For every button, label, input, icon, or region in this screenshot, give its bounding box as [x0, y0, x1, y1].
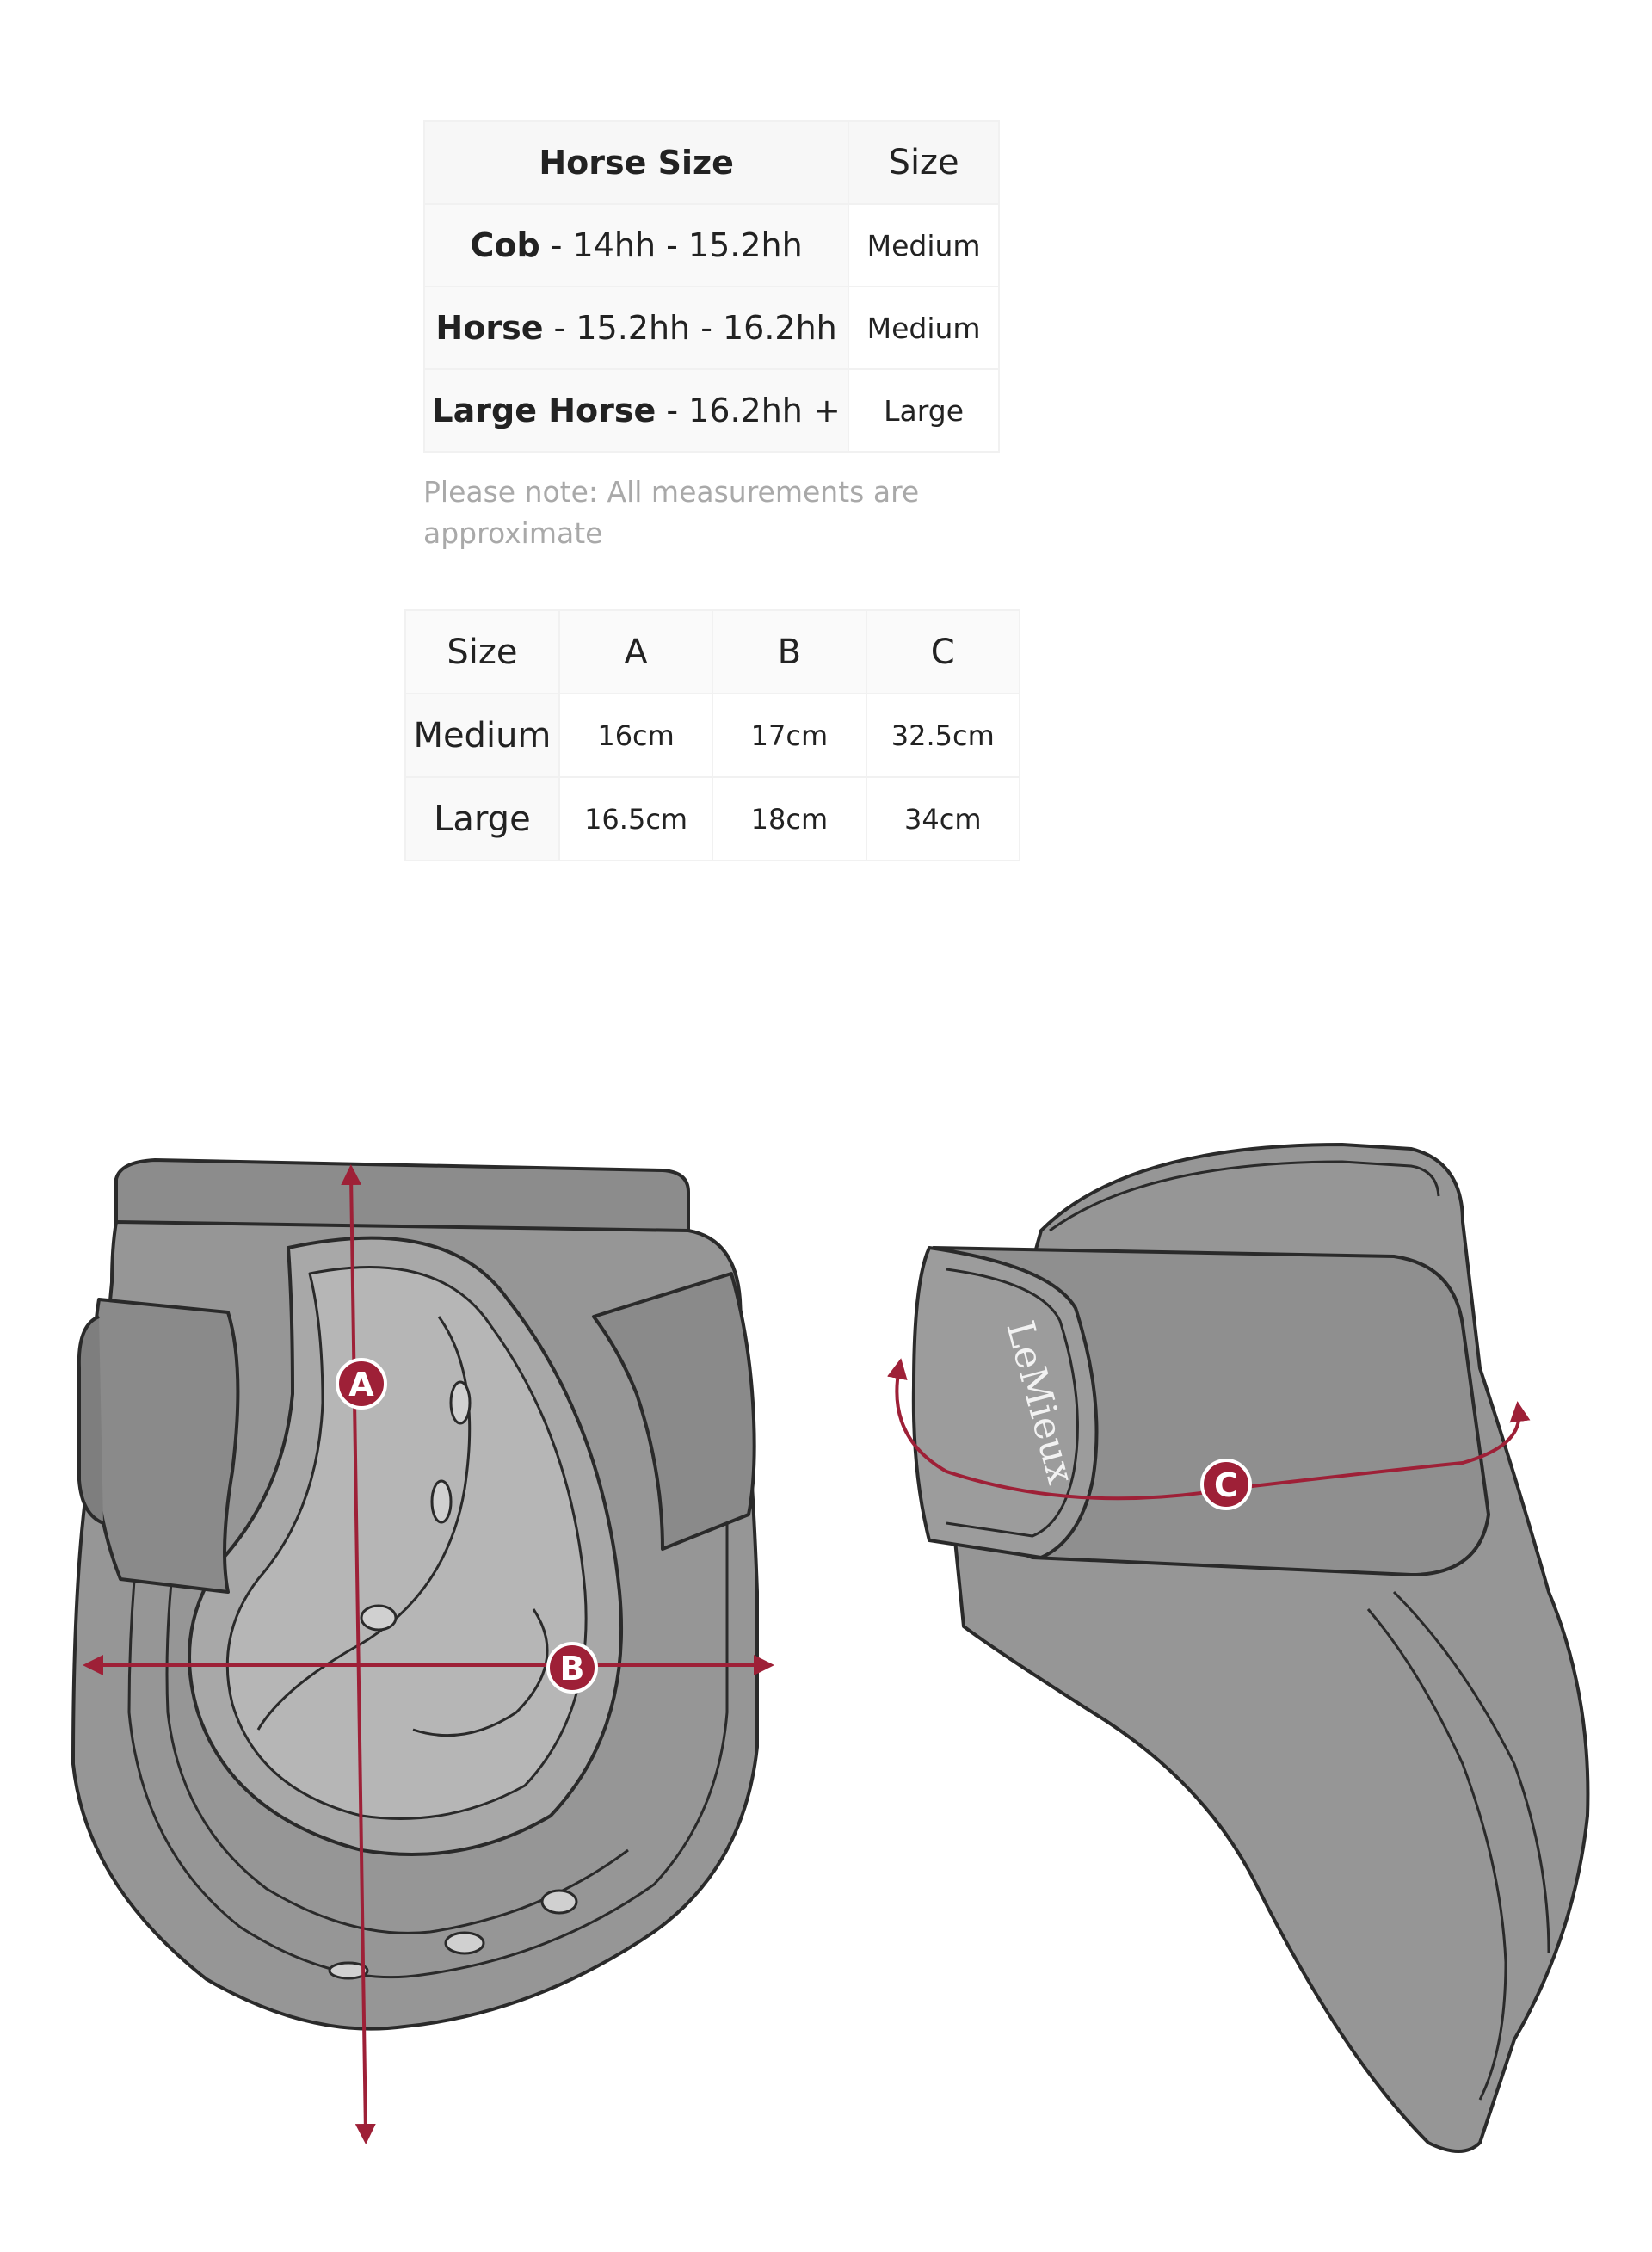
table-row	[424, 204, 999, 287]
table-row	[424, 287, 999, 369]
vent-hole	[432, 1481, 451, 1522]
horse-type: Horse	[435, 309, 544, 347]
height-range: - 16.2hh +	[656, 392, 841, 429]
horse-size-cell	[424, 369, 848, 452]
brand-logo: LeMieux	[997, 1316, 1083, 1489]
header-a: A	[559, 610, 712, 694]
horse-size-cell	[424, 287, 848, 369]
size-cell: Large	[848, 369, 999, 452]
note-line-1: Please note: All measurements are	[423, 475, 920, 509]
size-cell: Large	[405, 777, 559, 861]
vent-hole	[361, 1606, 396, 1630]
table-row	[405, 694, 1020, 777]
boot-measurement-diagram	[0, 1110, 1652, 2252]
header-c: C	[866, 610, 1020, 694]
height-range: - 15.2hh - 16.2hh	[543, 309, 837, 347]
measure-c-cell: 32.5cm	[866, 694, 1020, 777]
header-size: Size	[405, 610, 559, 694]
left-strap	[93, 1299, 237, 1592]
horse-size-cell	[424, 204, 848, 287]
measurement-note	[423, 472, 1026, 554]
table-header-row	[424, 121, 999, 204]
table-header-row	[405, 610, 1020, 694]
size-cell: Medium	[848, 287, 999, 369]
front-boot-illustration	[73, 1160, 757, 2029]
size-cell: Medium	[848, 204, 999, 287]
header-horse-size: Horse Size	[424, 121, 848, 204]
horse-type: Cob	[470, 226, 540, 264]
measure-c-cell: 34cm	[866, 777, 1020, 861]
header-b: B	[712, 610, 866, 694]
measure-a-cell: 16cm	[559, 694, 712, 777]
vent-hole	[451, 1382, 470, 1423]
header-size: Size	[848, 121, 999, 204]
measure-b-cell: 18cm	[712, 777, 866, 861]
measure-b-cell: 17cm	[712, 694, 866, 777]
size-cell: Medium	[405, 694, 559, 777]
table-row	[424, 369, 999, 452]
note-line-2: approximate	[423, 516, 603, 550]
height-range: - 14hh - 15.2hh	[539, 226, 803, 264]
measure-a-cell: 16.5cm	[559, 777, 712, 861]
label-b: B	[559, 1650, 585, 1687]
horse-size-table	[423, 120, 1000, 453]
side-boot-illustration	[914, 1145, 1588, 2151]
measurement-table	[404, 609, 1020, 861]
vent-hole	[446, 1933, 484, 1953]
label-a: A	[348, 1366, 374, 1404]
label-c: C	[1214, 1466, 1238, 1504]
table-row	[405, 777, 1020, 861]
horse-type: Large Horse	[432, 392, 656, 429]
vent-hole	[542, 1891, 576, 1913]
